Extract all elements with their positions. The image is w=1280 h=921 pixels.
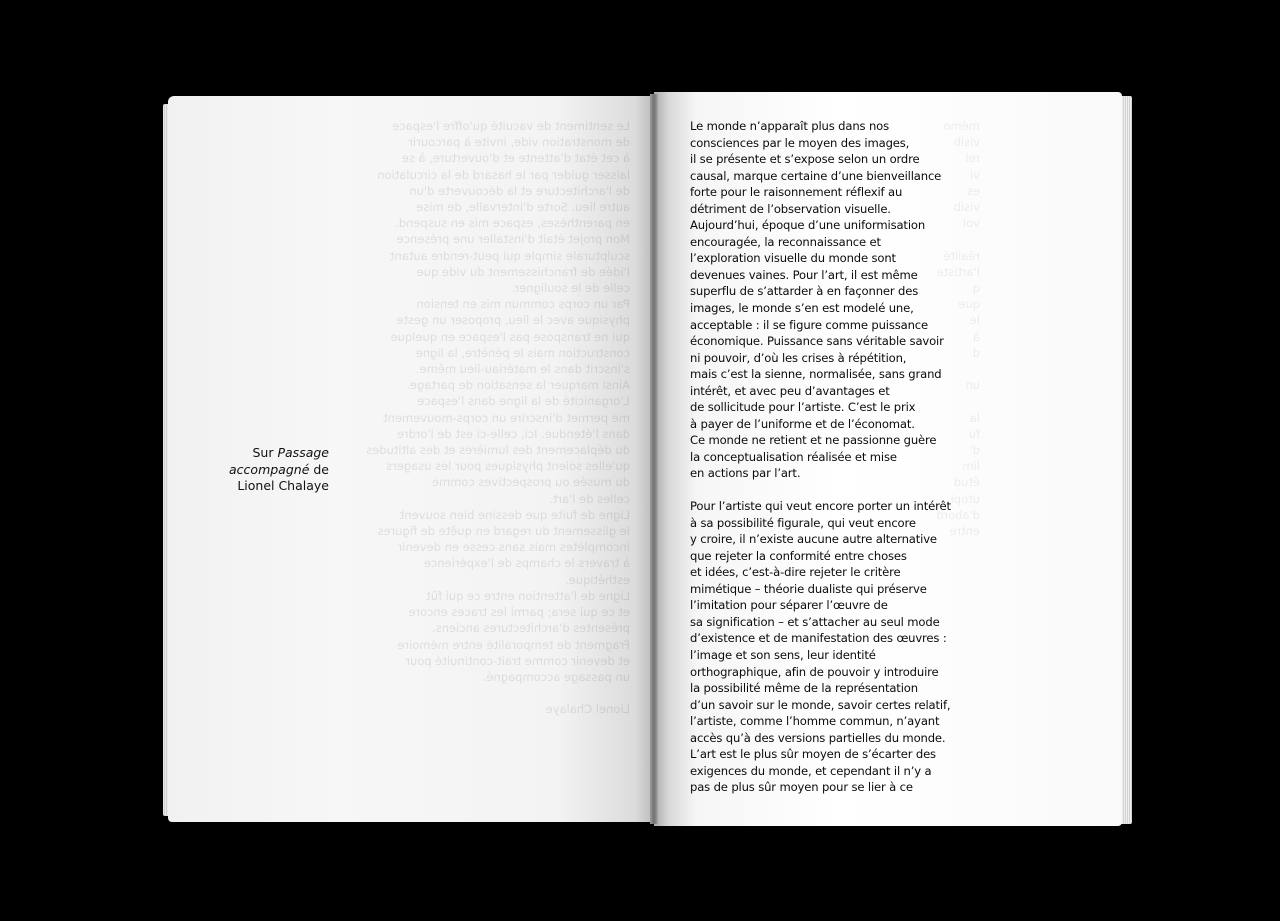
left-page-show-through-text: Le sentiment de vacuité qu'offre l'espace de monstration vide, invite à parcourir à cet état d'attente et d'ouverture, à se laisser guider par le hasard de la circulation de l'architecture et la découverte d'un autre lieu. Sorte d'intervalle, de mise en parenthèses, espace mis en suspend. Mon projet était d'installer une présence sculpturale simple qui peut-rendre autant l'idée de franchissement du vide que celle de le souligner. Par un corps commun mis en tension physique avec le lieu, proposer un geste qui ne transpose pas l'espace en quelque construction mais le pénètre, la ligne s'inscrit dans le matériau-lieu même. Ainsi marquer la sensation de partage. L'organicité de la ligne dans l'espace me permet d'inscrire un corps-mouvement dans l'étendue. Ici, celle-ci est de l'ordre du déplacement des lumières et des altitudes qu'elles soient physiques pour les usagers du musée ou prospectives comme celles de l'art. Ligne de fuite que dessine bien souvent le glissement du regard en quête de figures incomplètes mais sans cesse en devenir à travers le champs de l'expérience esthétique. Ligne de l'attention entre ce qui fût et ce qui sera; parmi les traces encore présentes d'architectures anciens. Fragment de temporalité entre mémoire et devenir comme trait-continuité pour un passage accompagné. Lionel Chalaye xyxy=(366,119,630,717)
caption-suffix: de xyxy=(309,461,329,477)
caption-title: Passage accompagné xyxy=(229,445,329,477)
right-page-body-text xyxy=(690,118,980,796)
right-page-show-through-text: mémo visib rel vi es visib voi réalité l'artiste q que le à d un la fu d' lim étud utopi d'abord entre xyxy=(936,119,980,539)
caption-prefix: Sur xyxy=(252,445,278,460)
book-gutter xyxy=(650,94,658,824)
caption-author: Lionel Chalaye xyxy=(237,478,329,493)
left-page-caption xyxy=(219,445,329,495)
paragraph-2: Pour l’artiste qui veut encore porter un intérêt à sa possibilité figurale, qui veut encore y croire, il n’existe aucune autre alternative que rejeter la conformité entre choses et idées, c’est-à-dire rejeter le critère mimétique – théorie dualiste qui préserve l’imitation pour séparer l’œuvre de sa signification – et s’attacher au seul mode d’existence et de manifestation des œuvres : l’image et son sens, leur identité orthographique, afin de pouvoir y introduire la possibilité même de la représentation d’un savoir sur le monde, savoir certes relatif, l’artiste, comme l’homme commun, n’ayant accès qu’à des versions partielles du monde. L’art est le plus sûr moyen de s’écarter des exigences du monde, et cependant il n’y a pas de plus sûr moyen pour se lier à ce xyxy=(690,499,951,795)
paragraph-1: Le monde n’apparaît plus dans nos consciences par le moyen des images, il se présente et s’expose selon un ordre causal, marque certaine d’une bienveillance forte pour le raisonnement réflexif au détriment de l’observation visuelle. Aujourd’hui, époque d’une uniformisation encouragée, la reconnaissance et l’exploration visuelle du monde sont devenues vaines. Pour l’art, il est même superflu de s’attarder à en façonner des images, le monde s’en est modelé une, acceptable : il se figure comme puissance économique. Puissance sans véritable savoir ni pouvoir, d’où les crises à répétition, mais c’est la sienne, normalisée, sans grand intérêt, et avec peu d’avantages et de sollicitude pour l’artiste. C’est le prix à payer de l’uniforme et de l’économat. Ce monde ne retient et ne passionne guère la conceptualisation réalisée et mise en actions par l’art. xyxy=(690,119,944,481)
